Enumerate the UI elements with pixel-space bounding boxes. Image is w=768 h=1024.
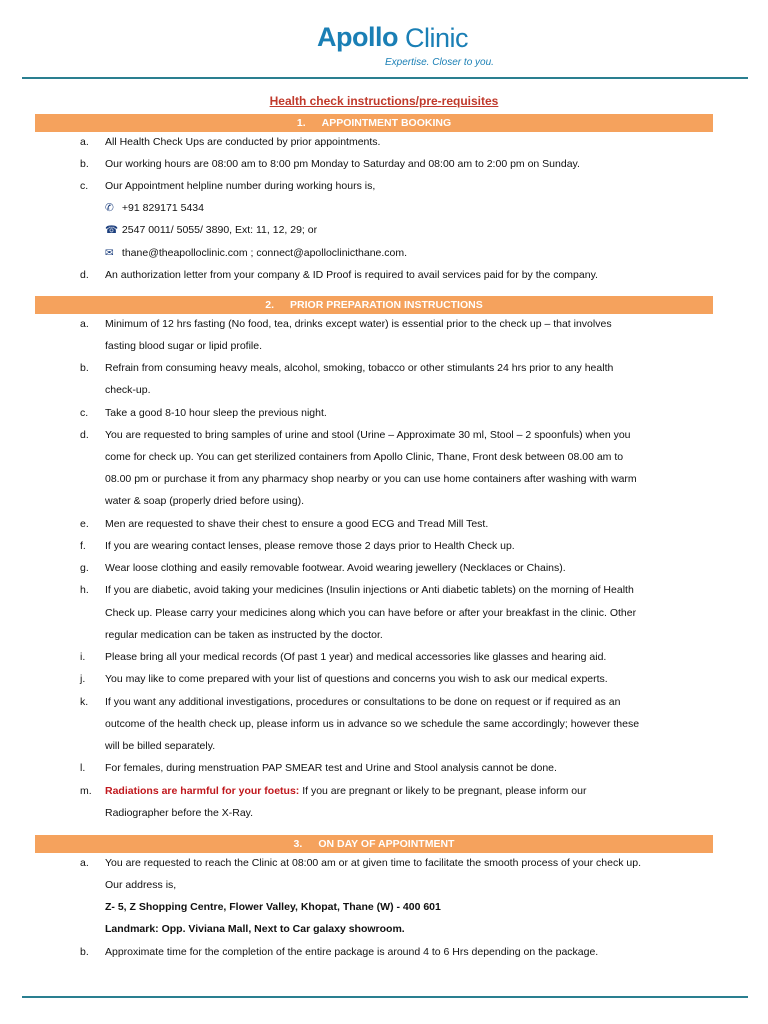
item-letter: e. [80, 518, 89, 530]
section-heading: APPOINTMENT BOOKING [321, 117, 452, 129]
item-letter: a. [80, 857, 89, 869]
telephone-icon: ☎ [105, 224, 119, 236]
item-text: Check up. Please carry your medicines along which you can have before or after your breakfast in the clinic. Other [105, 607, 637, 619]
item-text: You are requested to reach the Clinic at 08:00 am or at given time to facilitate the smooth process of your check up. [105, 857, 641, 869]
section-heading: PRIOR PREPARATION INSTRUCTIONS [290, 299, 483, 311]
item-text: check-up. [105, 384, 151, 396]
item-letter: j. [80, 673, 86, 685]
logo-word-apollo: Apollo [317, 22, 398, 52]
item-text: Minimum of 12 hrs fasting (No food, tea, drinks except water) is essential prior to the check up – that involves [105, 318, 612, 330]
item-text: If you are wearing contact lenses, please remove those 2 days prior to Health Check up. [105, 540, 515, 552]
item-text-rest: If you are pregnant or likely to be pregnant, please inform our [299, 785, 587, 797]
item-letter: d. [80, 429, 89, 441]
item-letter: m. [80, 785, 92, 797]
item-text: All Health Check Ups are conducted by prior appointments. [105, 136, 381, 148]
item-letter: a. [80, 136, 89, 148]
item-text: Please bring all your medical records (Of past 1 year) and medical accessories like glasses and hearing aid. [105, 651, 607, 663]
item-text: Approximate time for the completion of the entire package is around 4 to 6 Hrs depending on the package. [105, 946, 599, 958]
item-text: You are requested to bring samples of urine and stool (Urine – Approximate 30 ml, Stool – 2 spoonfuls) when you [105, 429, 631, 441]
item-text: fasting blood sugar or lipid profile. [105, 340, 263, 352]
item-text [105, 780, 713, 802]
document-title: Health check instructions/pre-requisites [269, 94, 499, 108]
item-text: If you want any additional investigations, procedures or consultations to be done on request or if required as an [105, 696, 621, 708]
item-text: For females, during menstruation PAP SMEAR test and Urine and Stool analysis cannot be done. [105, 762, 557, 774]
section-header-prior-preparation [35, 296, 713, 314]
item-text: Our address is, [105, 879, 177, 891]
item-letter: l. [80, 762, 86, 774]
clinic-landmark: Landmark: Opp. Viviana Mall, Next to Car galaxy showroom. [105, 923, 405, 935]
item-text: water & soap (properly dried before using). [105, 495, 305, 507]
item-letter: a. [80, 318, 89, 330]
item-letter: h. [80, 584, 89, 596]
section-number: 1. [296, 117, 306, 129]
item-text: An authorization letter from your company & ID Proof is required to avail services paid for by the company. [105, 269, 598, 281]
item-letter: g. [80, 562, 89, 574]
item-text: outcome of the health check up, please inform us in advance so we schedule the same accordingly; however these [105, 718, 640, 730]
apollo-clinic-logo [317, 22, 494, 68]
item-text: Wear loose clothing and easily removable footwear. Avoid wearing jewellery (Necklaces or Chains). [105, 562, 566, 574]
item-text: Our Appointment helpline number during working hours is, [105, 180, 376, 192]
section-heading: ON DAY OF APPOINTMENT [318, 838, 455, 850]
logo-tagline: Expertise. Closer to you. [385, 57, 494, 68]
item-letter: i. [80, 651, 86, 663]
item-letter: f. [80, 540, 86, 552]
telephone-number-line [105, 219, 317, 241]
item-text: come for check up. You can get sterilized containers from Apollo Clinic, Thane, Front desk between 08.00 am to [105, 451, 624, 463]
item-letter: c. [80, 407, 89, 419]
header-divider [22, 77, 748, 79]
item-text: Take a good 8-10 hour sleep the previous night. [105, 407, 327, 419]
section-header-day-of-appointment [35, 835, 713, 853]
mobile-number-line [105, 197, 204, 219]
item-text: You may like to come prepared with your list of questions and concerns you wish to ask our medical experts. [105, 673, 608, 685]
item-text: Men are requested to shave their chest to ensure a good ECG and Tread Mill Test. [105, 518, 489, 530]
item-letter: c. [80, 180, 89, 192]
clinic-address: Z- 5, Z Shopping Centre, Flower Valley, Khopat, Thane (W) - 400 601 [105, 901, 441, 913]
item-text: will be billed separately. [105, 740, 216, 752]
email-addresses[interactable]: thane@theapolloclinic.com ; connect@apolloclinicthane.com. [121, 247, 408, 259]
item-text: regular medication can be taken as instructed by the doctor. [105, 629, 383, 641]
radiation-warning: Radiations are harmful for your foetus: [105, 785, 300, 797]
item-letter: b. [80, 362, 89, 374]
mobile-phone-icon: ✆ [105, 202, 114, 214]
mobile-number: +91 829171 5434 [121, 202, 204, 214]
item-letter: b. [80, 158, 89, 170]
section-header-appointment-booking [35, 114, 713, 132]
item-text: 08.00 pm or purchase it from any pharmacy shop nearby or you can use home containers after washing with warm [105, 473, 637, 485]
item-text: Refrain from consuming heavy meals, alcohol, smoking, tobacco or other stimulants 24 hrs prior to any health [105, 362, 614, 374]
envelope-icon: ✉ [105, 247, 114, 259]
item-letter: k. [80, 696, 89, 708]
section-number: 2. [265, 299, 275, 311]
telephone-numbers: 2547 0011/ 5055/ 3890, Ext: 11, 12, 29; or [121, 224, 318, 236]
item-letter: d. [80, 269, 89, 281]
logo-word-clinic: Clinic [405, 23, 469, 53]
section-number: 3. [293, 838, 303, 850]
footer-divider [22, 996, 748, 998]
item-text: If you are diabetic, avoid taking your medicines (Insulin injections or Anti diabetic tablets) on the morning of Health [105, 584, 634, 596]
email-line [105, 242, 407, 264]
item-text: Our working hours are 08:00 am to 8:00 pm Monday to Saturday and 08:00 am to 2:00 pm on Sunday. [105, 158, 580, 170]
item-text: Radiographer before the X-Ray. [105, 807, 254, 819]
item-letter: b. [80, 946, 89, 958]
